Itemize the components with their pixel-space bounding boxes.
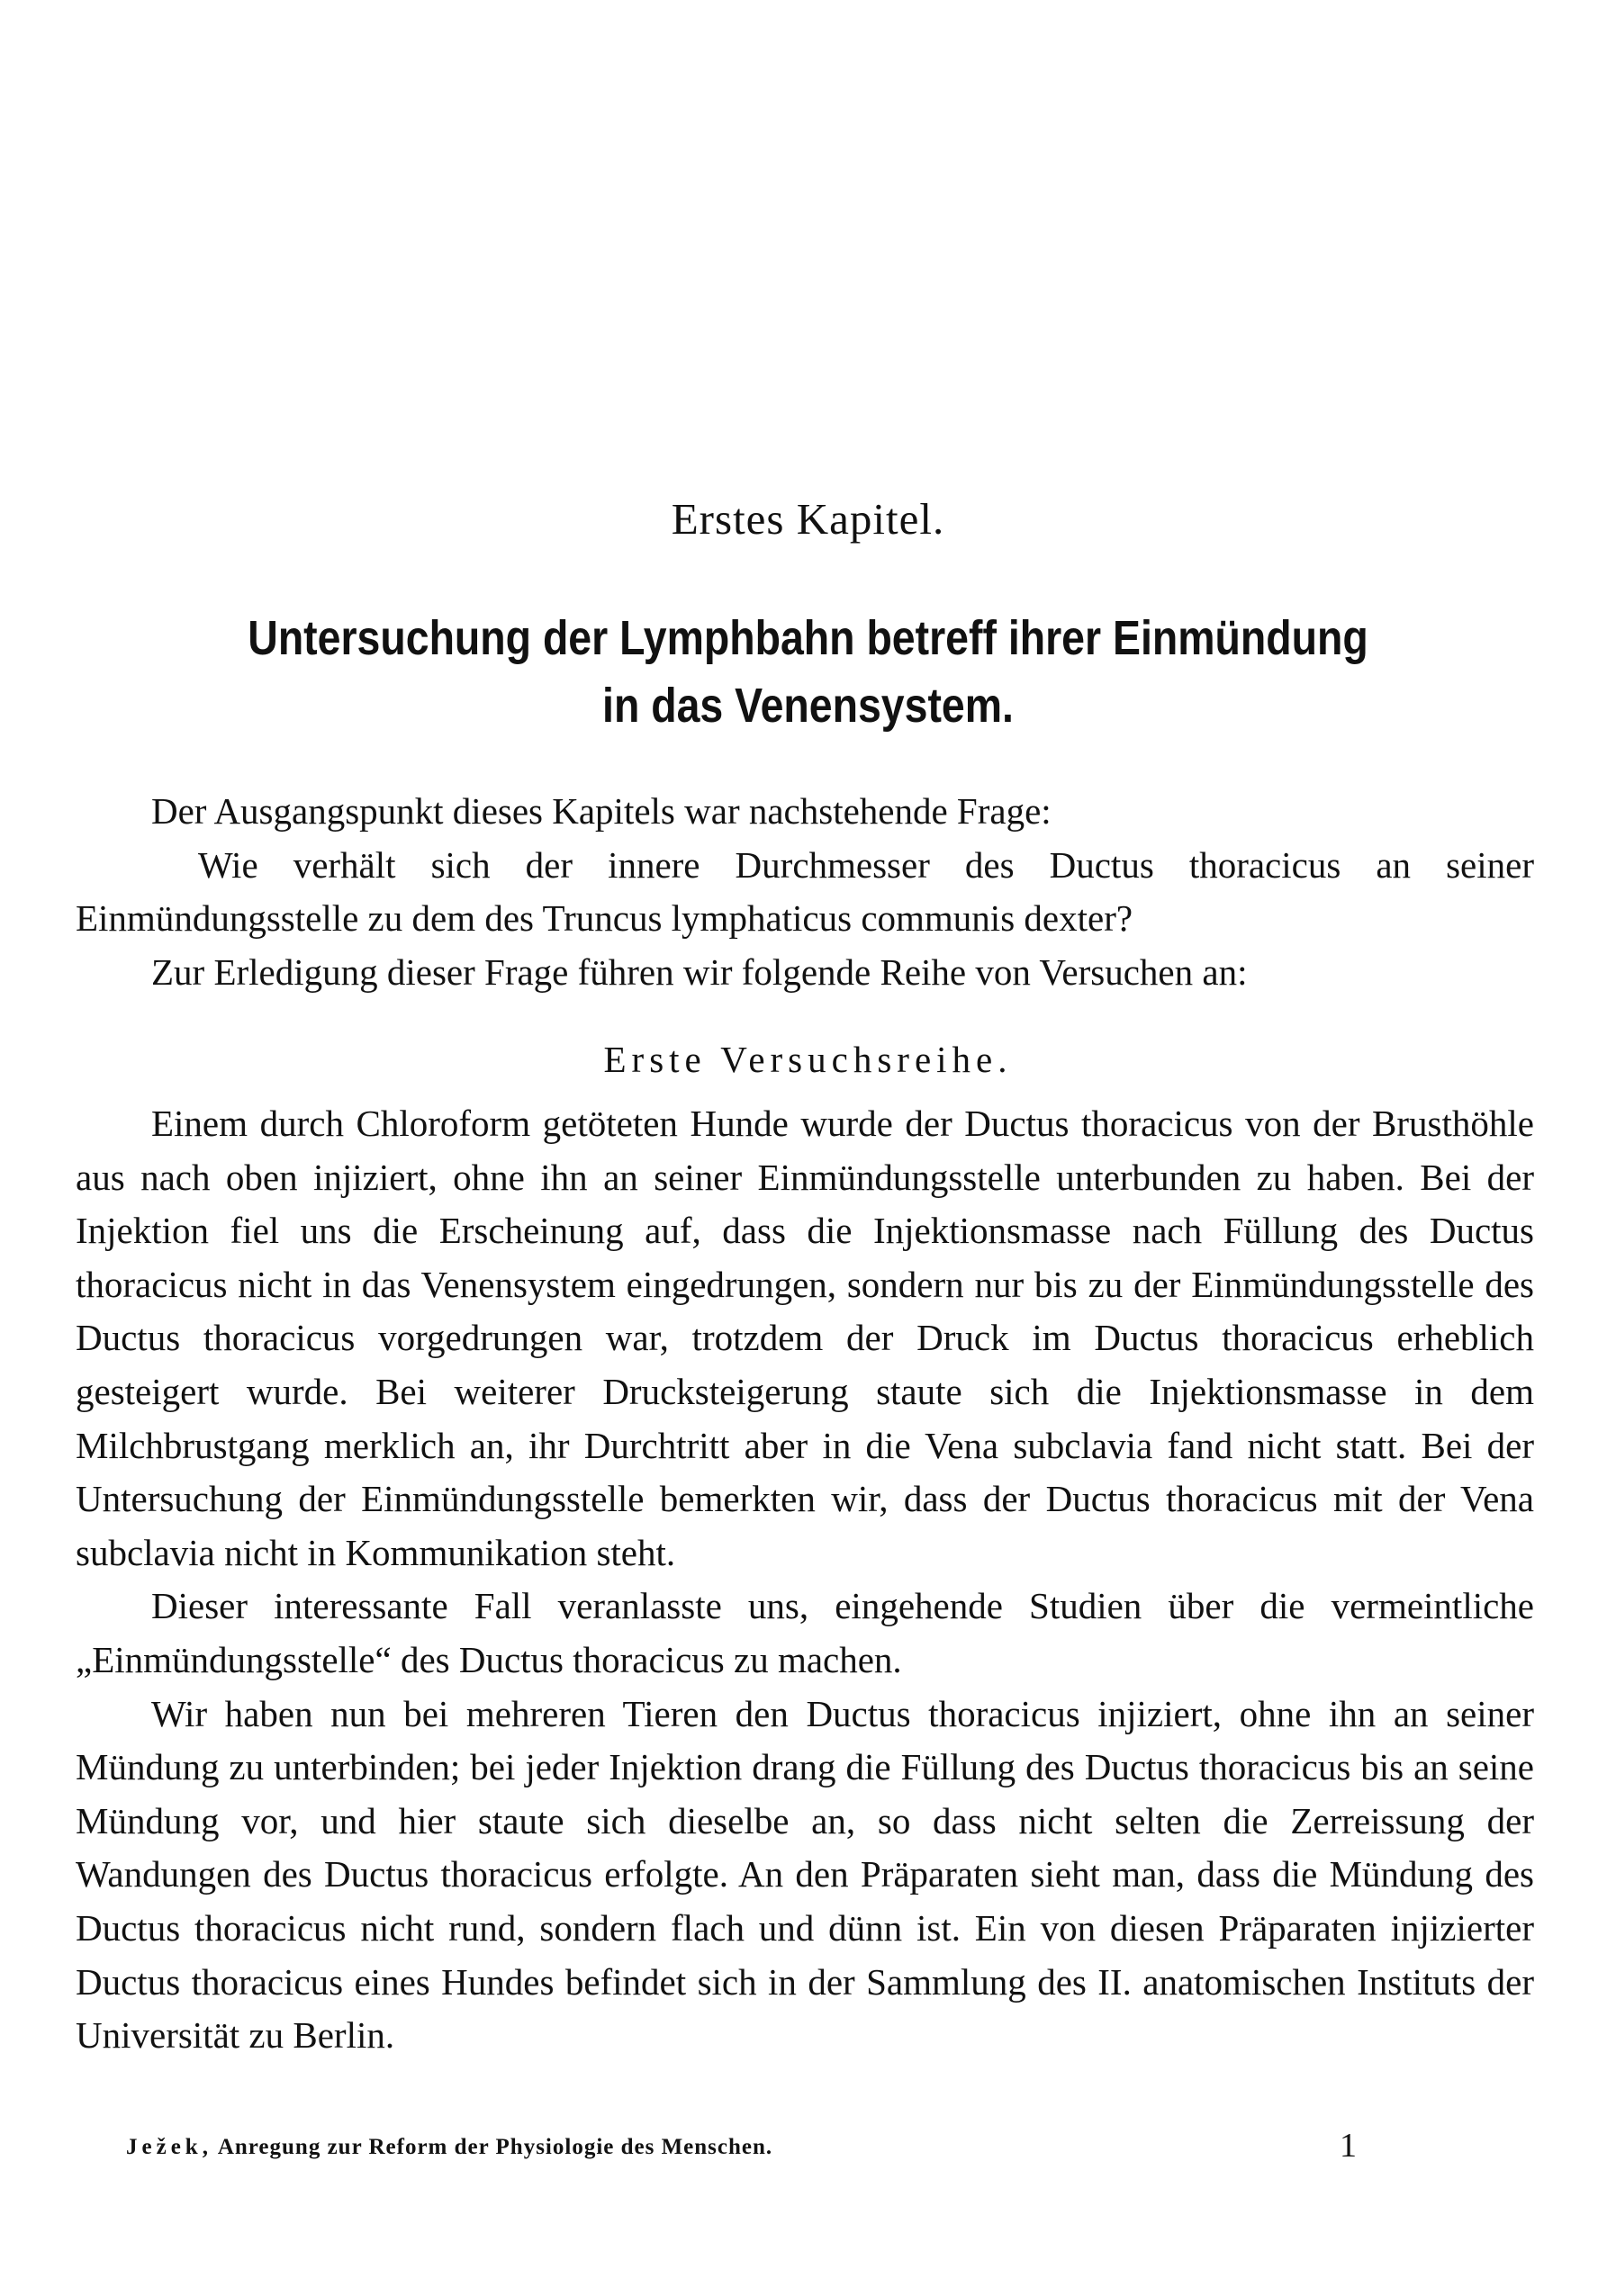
section-heading: Erste Versuchsreihe.: [603, 1039, 1013, 1080]
main-text: [76, 1097, 1534, 2063]
chapter-title-line-2: in das Venensystem.: [602, 679, 1014, 733]
footer-book-title: Anregung zur Reform der Physiologie des Menschen.: [217, 2135, 773, 2159]
intro-paragraph: Der Ausgangspunkt dieses Kapitels war nachstehende Frage:: [151, 790, 1052, 832]
running-footer: [126, 2135, 1386, 2160]
chapter-label: Erstes Kapitel.: [671, 494, 945, 544]
chapter-title-line-1: Untersuchung der Lymphbahn betreff ihrer Einmündung: [248, 611, 1368, 665]
page-number: 1: [1340, 2127, 1357, 2165]
footer-author: Ježek,: [126, 2135, 212, 2159]
body-paragraph: Wir haben nun bei mehreren Tieren den Ductus thoracicus injiziert, ohne ihn an seiner Mündung zu unterbinden; bei jeder Injektion drang die Füllung des Ductus thoracicus bis an seine Mündung vor, und hier staute sich dieselbe an, so dass nicht selten die Zerreissung der Wandungen des Ductus thoracicus erfolgte. An den Präparaten sieht man, dass die Mündung des Ductus thoracicus nicht rund, sondern flach und dünn ist. Ein von diesen Präparaten injizierter Ductus thoracicus eines Hundes befindet sich in der Sammlung des II. anatomischen Instituts der Universität zu Berlin.: [76, 1692, 1534, 2057]
body-paragraph: Dieser interessante Fall veranlasste uns, eingehende Studien über die vermeintliche „Einmündungsstelle“ des Ductus thoracicus zu machen.: [76, 1585, 1534, 1680]
body-paragraph: Einem durch Chloroform getöteten Hunde wurde der Ductus thoracicus von der Brusthöhle aus nach oben injiziert, ohne ihn an seiner Einmündungsstelle unterbunden zu haben. Bei der Injektion fiel uns die Erscheinung auf, dass die Injektionsmasse nach Füllung des Ductus thoracicus nicht in das Venensystem eingedrungen, sondern nur bis zu der Einmündungsstelle des Ductus thoracicus vorgedrungen war, trotzdem der Druck im Ductus thoracicus erheblich gesteigert wurde. Bei weiterer Drucksteigerung staute sich die Injektionsmasse in dem Milchbrustgang merklich an, ihr Durchtritt aber in die Vena subclavia fand nicht statt. Bei der Untersuchung der Einmündungsstelle bemerkten wir, dass der Ductus thoracicus mit der Vena subclavia nicht in Kommunikation steht.: [76, 1103, 1534, 1573]
intro-section: [76, 785, 1534, 999]
intro-paragraph: Zur Erledigung dieser Frage führen wir folgende Reihe von Versuchen an:: [151, 950, 1248, 993]
chapter-title: [206, 605, 1410, 740]
research-question: Wie verhält sich der innere Durchmesser des Ductus thoracicus an seiner Einmündungsstelle zu dem des Truncus lymphaticus communis dexter?: [76, 843, 1534, 940]
